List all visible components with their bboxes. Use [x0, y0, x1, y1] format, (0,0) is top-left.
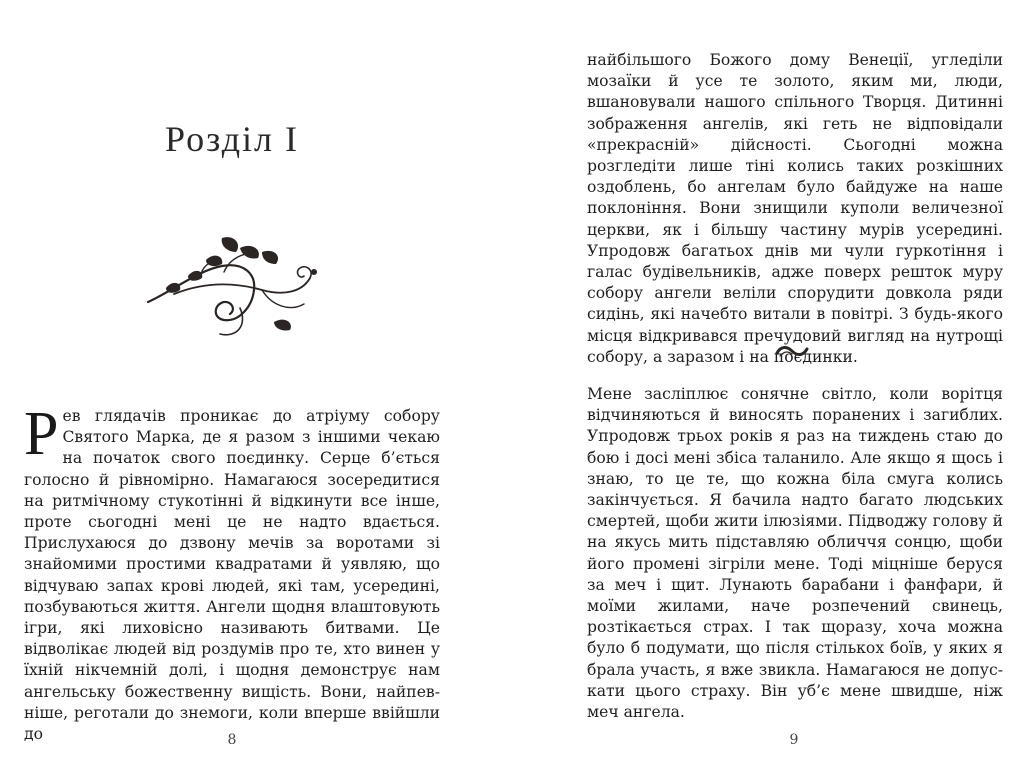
right-paragraph-1: найбільшого Божого дому Венеції, угледіли мозаїки й усе те золото, яким ми, люди, вшановували нашого спільного Творця. Дитинні зображення ангелів, які геть не відповідали «прекрасній» дійсності. Сьогодні можна розгледіти лише тіні колись таких розкішних оздоблень, бо ангелам було байдуже на наше поклоніння. Вони знищили куполи величезної церкви, як і більшу частину мурів усередині. Упродовж багатьох днів ми чули гуркотіння і галас будівельників, адже поверх решток муру собору ангели веліли спорудити довкола ряди сидінь, які начебто витали в повітрі. З будь-якого місця відкривався пречудовий вигляд на нутрощі собору, а заразом і на поєдинки.: [587, 51, 1003, 366]
left-paragraph: ев глядачів проникає до атріуму собору Святого Марка, де я разом з іншими чекаю на початок свого поєдинку. Серце б’ється голосно й рівномірно. Намагаюся зосередитися на ритмічному стукотінні й відкинути все інше, проте сьогодні мені це не надто вдається. Прислухаюся до дзвону мечів за воротами зі знайомими простими квадратами й уявляю, що відчуваю запах крові людей, які там, усередині, позбуваються життя. Ангели щодня влаштовують ігри, які лиховісно називають битвами. Це відволікає людей від роздумів про те, хто винен у їхній нікчемній долі, і щодня демонструє нам ангельську божественну вищість. Вони, найпевніше, реготали до знемоги, коли вперше ввійшли до: [24, 407, 440, 744]
drop-cap: Р: [24, 400, 59, 468]
right-body-text-2: [587, 384, 1003, 723]
page-number-left: 8: [227, 732, 237, 748]
right-paragraph-2: Мене засліплює сонячне світло, коли ворітця відчиняються й виносять поранених і загиблих. Упродовж трьох років я раз на тиждень стаю до бою і досі мені збіса таланило. Але якщо я щось і знаю, то це те, що кожна біла смуга колись закінчується. Я бачила надто багато людських смертей, щоби жити ілюзіями. Підводжу голову й на якусь мить підставляю обличчя сонцю, щоби його промені зігріли мене. Тоді міцніше беруся за меч і щит. Лунають барабани і фанфари, й моїми жилами, наче розпечений свинець, розтікається страх. І так щоразу, хоча можна було б подумати, що після стількох боїв, у яких я брала участь, я вже звикла. Намагаюся не допускати цього страху. Він уб’є мене швидше, ніж меч ангела.: [587, 385, 1003, 722]
right-body-text-1: [587, 50, 1003, 368]
page-number-right: 9: [789, 732, 799, 748]
right-page: [512, 0, 1024, 768]
tilde-swash-divider-icon: [774, 342, 810, 360]
floral-flourish-icon: [144, 230, 324, 342]
left-body-text: [24, 400, 440, 745]
chapter-title: Розділ I: [165, 119, 299, 159]
